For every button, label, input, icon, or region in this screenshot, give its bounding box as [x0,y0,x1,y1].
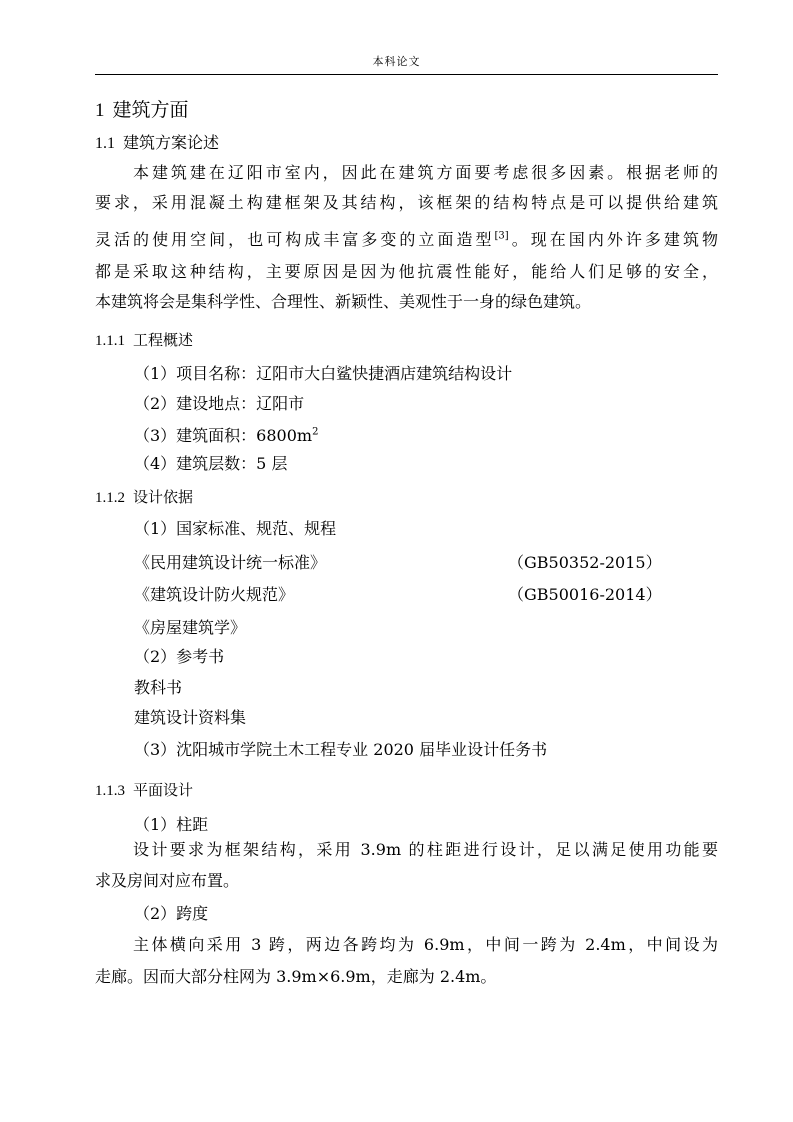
citation: [3] [494,230,509,242]
section-title: 建筑方面 [112,99,189,121]
paragraph-line: 主体横向采用 3 跨，两边各跨均为 6.9m，中间一跨为 2.4m，中间设为 [133,935,718,954]
section-heading-1-1 [95,133,219,154]
paragraph-line: 都是采取这种结构，主要原因是因为他抗震性能好，能给人们足够的安全， [95,262,718,281]
section-title: 工程概述 [133,331,194,349]
section-title: 建筑方案论述 [123,133,220,152]
list-item: （1）项目名称：辽阳市大白鲨快捷酒店建筑结构设计 [134,364,513,383]
list-item: 建筑设计资料集 [134,708,247,727]
list-item: （3）沈阳城市学院土木工程专业 2020 届毕业设计任务书 [134,740,548,759]
list-item: （2）参考书 [134,647,225,666]
list-item: （2）建设地点：辽阳市 [134,394,305,413]
list-item: （2）跨度 [134,904,209,923]
paragraph-line: 要求，采用混凝土构建框架及其结构，该框架的结构特点是可以提供给建筑 [95,193,718,212]
section-number: 1.1.1 [95,333,125,349]
section-heading-1-1-1 [95,330,193,351]
paragraph-line: 本建筑建在辽阳市室内，因此在建筑方面要考虑很多因素。根据老师的 [133,163,718,182]
list-item: （1）国家标准、规范、规程 [134,519,337,538]
paragraph-line: 走廊。因而大部分柱网为 3.9m×6.9m，走廊为 2.4m。 [95,967,497,986]
page-header: 本科论文 [372,55,421,68]
reference-title: 《建筑设计防火规范》 [134,585,295,604]
section-number: 1.1.2 [95,490,125,506]
reference-title: 《房屋建筑学》 [134,618,247,637]
section-heading-1-1-2 [95,487,193,508]
list-item: （3）建筑面积：$6800m^2$ [134,426,319,445]
section-number: 1.1 [95,135,115,152]
section-heading-1 [95,98,189,123]
superscript: 2 [312,426,319,438]
section-title: 平面设计 [133,781,194,799]
paragraph-line: 求及房间对应布置。 [95,871,240,890]
header-rule [95,74,718,75]
section-number: 1.1.3 [95,783,125,799]
list-item: （1）柱距 [134,815,209,834]
list-item: 教科书 [134,678,183,697]
reference-code: （GB50352-2015） [508,553,662,572]
list-item: （4）建筑层数：5 层 [134,454,288,473]
paragraph-line: 灵活的使用空间，也可构成丰富多变的立面造型[3]。现在国内外许多建筑物 [95,230,718,249]
section-heading-1-1-3 [95,780,193,801]
reference-code: （GB50016-2014） [508,585,662,604]
section-title: 设计依据 [133,488,194,506]
paragraph-line: 设计要求为框架结构，采用 3.9m 的柱距进行设计，足以满足使用功能要 [133,840,718,859]
reference-title: 《民用建筑设计统一标准》 [134,553,327,572]
paragraph-line: 本建筑将会是集科学性、合理性、新颖性、美观性于一身的绿色建筑。 [95,292,592,311]
section-number: 1 [95,100,105,121]
